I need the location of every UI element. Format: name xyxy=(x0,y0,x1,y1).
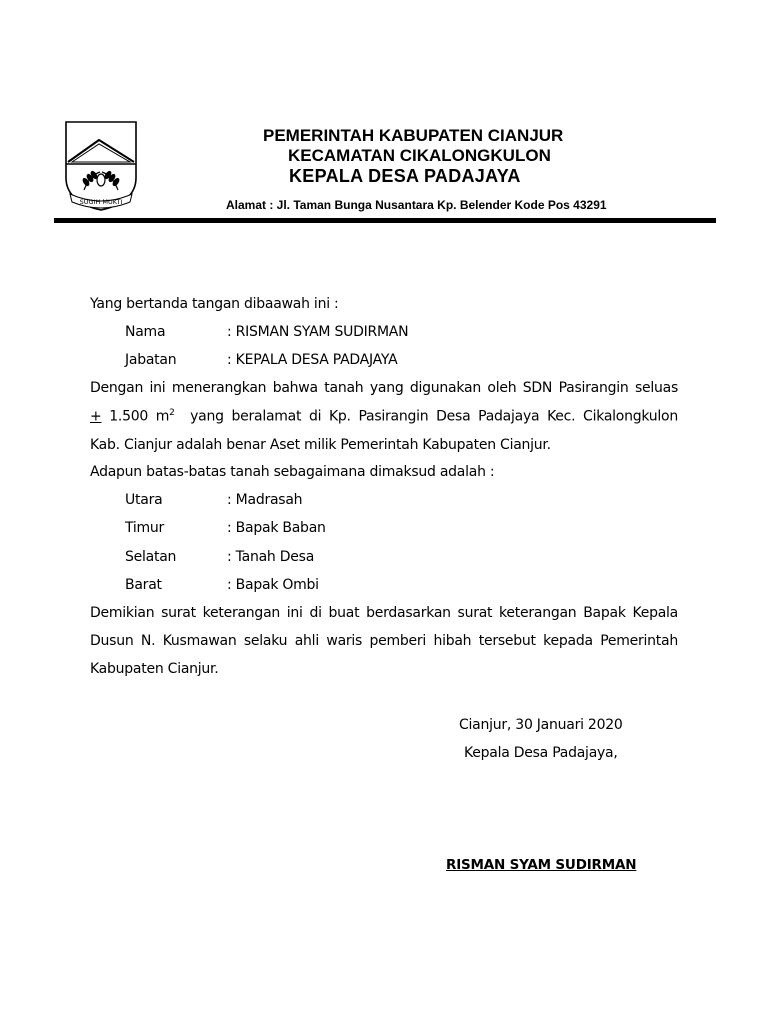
letterhead-divider xyxy=(54,218,716,223)
boundary-south-value: : Tanah Desa xyxy=(227,549,315,565)
signer-name-value: : RISMAN SYAM SUDIRMAN xyxy=(227,324,409,340)
boundary-north-value: : Madrasah xyxy=(227,492,303,508)
boundary-east-label: Timur xyxy=(125,520,165,536)
boundary-east-value: : Bapak Baban xyxy=(227,520,326,536)
boundary-south-label: Selatan xyxy=(125,549,177,565)
letterhead-district: KECAMATAN CIKALONGKULON xyxy=(288,146,551,165)
letterhead-government: PEMERINTAH KABUPATEN CIANJUR xyxy=(263,126,564,145)
closing-line-1: Demikian surat keterangan ini di buat berdasarkan surat keterangan Bapak Kepala xyxy=(90,605,678,621)
paragraph-1-line-2 xyxy=(90,408,678,425)
logo-motto-text: SUGIH MUKTI xyxy=(79,198,123,206)
boundary-north-label: Utara xyxy=(125,492,163,508)
closing-line-2: Dusun N. Kusmawan selaku ahli waris pemberi hibah tersebut kepada Pemerintah xyxy=(90,633,678,649)
signer-name-label: Nama xyxy=(125,324,166,340)
boundary-west-label: Barat xyxy=(125,577,162,593)
letterhead-address: Alamat : Jl. Taman Bunga Nusantara Kp. Belender Kode Pos 43291 xyxy=(226,198,607,212)
boundaries-intro: Adapun batas-batas tanah sebagaimana dimaksud adalah : xyxy=(90,464,495,480)
paragraph-1-line-1: Dengan ini menerangkan bahwa tanah yang digunakan oleh SDN Pasirangin seluas xyxy=(90,380,678,396)
closing-line-3: Kabupaten Cianjur. xyxy=(90,661,219,677)
intro-text: Yang bertanda tangan dibaawah ini : xyxy=(90,296,339,312)
letterhead-office: KEPALA DESA PADAJAYA xyxy=(289,166,521,186)
boundary-west-value: : Bapak Ombi xyxy=(227,577,319,593)
paragraph-1-line-3: Kab. Cianjur adalah benar Aset milik Pemerintah Kabupaten Cianjur. xyxy=(90,437,551,453)
plus-minus-symbol: + xyxy=(90,408,102,425)
signature-title: Kepala Desa Padajaya, xyxy=(464,745,618,761)
land-area: 1.500 m xyxy=(109,408,170,425)
paragraph-1-line-2-rest: yang beralamat di Kp. Pasirangin Desa Padajaya Kec. Cikalongkulon xyxy=(190,408,678,425)
signer-position-label: Jabatan xyxy=(125,352,177,368)
signer-position-value: : KEPALA DESA PADAJAYA xyxy=(227,352,398,368)
signature-name: RISMAN SYAM SUDIRMAN xyxy=(446,857,637,873)
signature-place-date: Cianjur, 30 Januari 2020 xyxy=(459,717,623,733)
regency-crest-logo xyxy=(64,120,138,212)
area-unit-superscript: 2 xyxy=(169,408,175,418)
